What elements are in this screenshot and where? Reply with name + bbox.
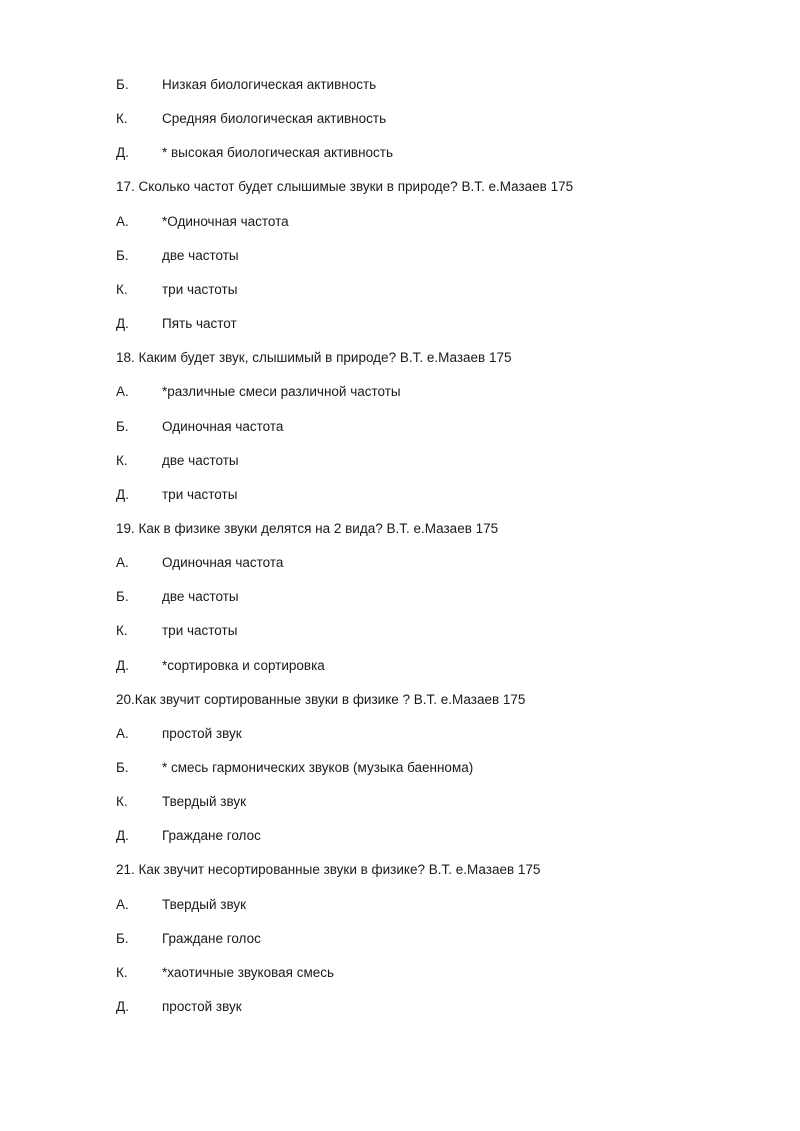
question-text: 17. Сколько частот будет слышимые звуки в природе? В.Т. е.Мазаев 175 [116, 179, 574, 194]
option-text: Твердый звук [162, 897, 246, 912]
answer-option [116, 792, 246, 812]
answer-option [116, 382, 401, 402]
option-text: две частоты [162, 248, 239, 263]
option-letter: Д. [116, 658, 129, 673]
option-text: Одиночная частота [162, 555, 284, 570]
answer-option [116, 895, 246, 915]
option-letter: К. [116, 111, 128, 126]
answer-option [116, 143, 393, 163]
option-text: три частоты [162, 623, 238, 638]
answer-option [116, 587, 239, 607]
question-text: 21. Как звучит несортированные звуки в физике? В.Т. е.Мазаев 175 [116, 862, 541, 877]
option-letter: А. [116, 555, 129, 570]
answer-option [116, 485, 237, 505]
option-letter: К. [116, 453, 128, 468]
option-text: три частоты [162, 487, 238, 502]
option-letter: Д. [116, 316, 129, 331]
option-text: Пять частот [162, 316, 237, 331]
option-letter: Б. [116, 589, 129, 604]
option-text: *различные смеси различной частоты [162, 384, 401, 399]
option-text: простой звук [162, 726, 242, 741]
option-text: *Одиночная частота [162, 214, 289, 229]
answer-option [116, 246, 239, 266]
answer-option [116, 826, 261, 846]
answer-option [116, 417, 283, 437]
answer-option [116, 75, 376, 95]
answer-option [116, 724, 242, 744]
answer-option [116, 451, 239, 471]
option-text: Граждане голос [162, 828, 261, 843]
option-text: Граждане голос [162, 931, 261, 946]
option-letter: А. [116, 726, 129, 741]
option-letter: К. [116, 282, 128, 297]
option-text: *сортировка и сортировка [162, 658, 325, 673]
option-letter: Б. [116, 419, 129, 434]
option-text: * смесь гармонических звуков (музыка баеннома) [162, 760, 474, 775]
option-letter: А. [116, 897, 129, 912]
option-text: три частоты [162, 282, 238, 297]
answer-option [116, 314, 237, 334]
answer-option [116, 553, 283, 573]
option-text: две частоты [162, 453, 239, 468]
answer-option [116, 280, 237, 300]
question-text: 18. Каким будет звук, слышимый в природе? В.Т. е.Мазаев 175 [116, 350, 512, 365]
option-text: две частоты [162, 589, 239, 604]
option-text: Низкая биологическая активность [162, 77, 377, 92]
option-letter: К. [116, 965, 128, 980]
option-text: простой звук [162, 999, 242, 1014]
answer-option [116, 212, 289, 232]
option-letter: Б. [116, 248, 129, 263]
answer-option [116, 656, 325, 676]
answer-option [116, 929, 261, 949]
option-letter: Б. [116, 760, 129, 775]
option-text: *хаотичные звуковая смесь [162, 965, 335, 980]
option-letter: А. [116, 214, 129, 229]
option-text: Твердый звук [162, 794, 246, 809]
option-letter: Д. [116, 828, 129, 843]
option-letter: Д. [116, 487, 129, 502]
option-letter: К. [116, 794, 128, 809]
question-text: 20.Как звучит сортированные звуки в физике ? В.Т. е.Мазаев 175 [116, 692, 526, 707]
option-letter: Б. [116, 931, 129, 946]
option-text: * высокая биологическая активность [162, 145, 394, 160]
option-letter: Б. [116, 77, 129, 92]
answer-option [116, 109, 386, 129]
option-letter: Д. [116, 999, 129, 1014]
answer-option [116, 963, 334, 983]
option-letter: А. [116, 384, 129, 399]
option-letter: Д. [116, 145, 129, 160]
answer-option [116, 758, 473, 778]
option-text: Одиночная частота [162, 419, 284, 434]
question-text: 19. Как в физике звуки делятся на 2 вида? В.Т. е.Мазаев 175 [116, 521, 499, 536]
option-letter: К. [116, 623, 128, 638]
answer-option [116, 621, 237, 641]
option-text: Средняя биологическая активность [162, 111, 387, 126]
answer-option [116, 997, 242, 1017]
